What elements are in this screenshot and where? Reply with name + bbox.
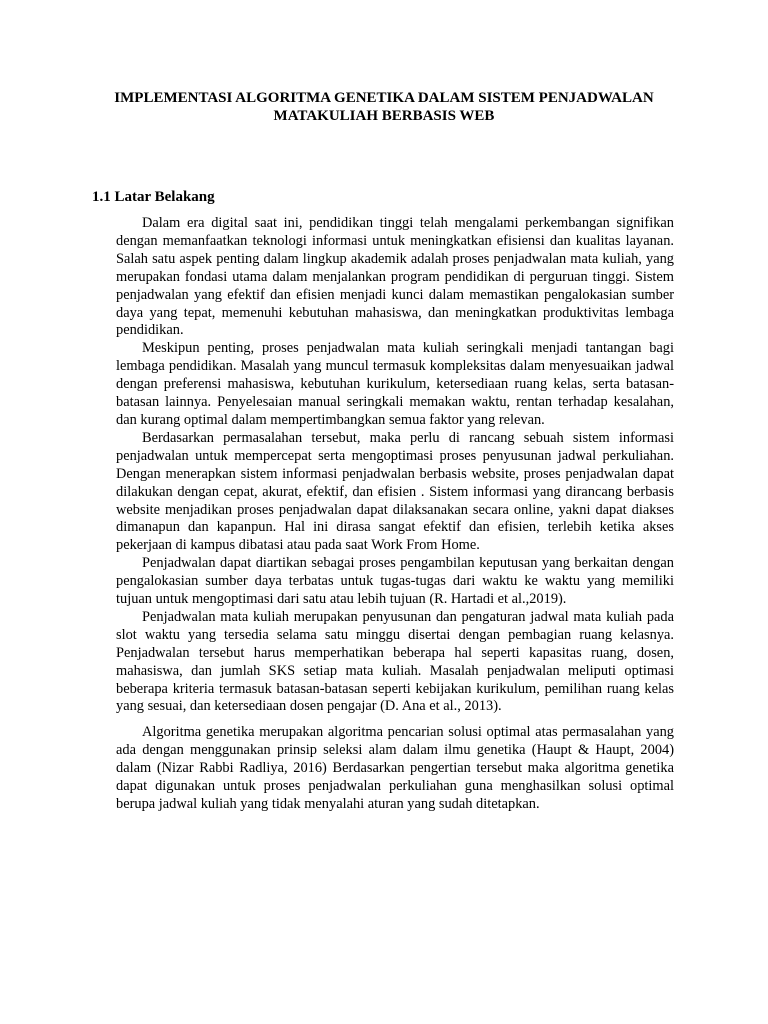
- section-heading: 1.1 Latar Belakang: [92, 189, 215, 205]
- paragraph-3: Berdasarkan permasalahan tersebut, maka perlu di rancang sebuah sistem informasi penjadwalan untuk mempercepat serta mengoptimasi proses penyusunan jadwal perkuliahan. Dengan menerapkan sistem informasi penjadwalan berbasis website, proses penjadwalan dapat dilakukan dengan cepat, akurat, efektif, dan efisien . Sistem informasi yang dirancang berbasis website menjadikan proses penjadwalan dapat dilaksanakan secara online, yakni dapat diakses dimanapun dan kapanpun. Hal ini dirasa sangat efektif dan efisien, terlebih ketika akses pekerjaan di kampus dibatasi atau pada saat Work From Home.: [116, 429, 674, 554]
- title-line-2: MATAKULIAH BERBASIS WEB: [273, 108, 495, 124]
- paragraph-1: Dalam era digital saat ini, pendidikan tinggi telah mengalami perkembangan signifikan dengan memanfaatkan teknologi informasi untuk meningkatkan efisiensi dan kualitas layanan. Salah satu aspek penting dalam lingkup akademik adalah proses penjadwalan mata kuliah, yang merupakan fondasi utama dalam menjalankan program pendidikan di perguruan tinggi. Sistem penjadwalan yang efektif dan efisien menjadi kunci dalam memastikan pengalokasian sumber daya yang tepat, memenuhi kebutuhan mahasiswa, dan meningkatkan produktivitas lembaga pendidikan.: [116, 215, 674, 339]
- body-text: [116, 215, 674, 814]
- paragraph-6: Algoritma genetika merupakan algoritma pencarian solusi optimal atas permasalahan yang ada dengan menggunakan prinsip seleksi alam dalam ilmu genetika (Haupt & Haupt, 2004) dalam (Nizar Rabbi Radliya, 2016) Berdasarkan pengertian tersebut maka algoritma genetika dapat digunakan untuk proses penjadwalan perkuliahan guna menghasilkan solusi optimal berupa jadwal kuliah yang tidak menyalahi aturan yang sudah ditetapkan.: [116, 724, 674, 812]
- title-line-1: IMPLEMENTASI ALGORITMA GENETIKA DALAM SISTEM PENJADWALAN: [114, 90, 654, 106]
- paragraph-2: Meskipun penting, proses penjadwalan mata kuliah seringkali menjadi tantangan bagi lembaga pendidikan. Masalah yang muncul termasuk kompleksitas dalam menyesuaikan jadwal dengan preferensi mahasiswa, kebutuhan kurikulum, ketersediaan ruang kelas, serta batasan-batasan lainnya. Penyelesaian manual seringkali memakan waktu, rentan terhadap kesalahan, dan kurang optimal dalam mempertimbangkan semua faktor yang relevan.: [116, 340, 674, 428]
- document-title: [80, 89, 688, 125]
- paragraph-4: Penjadwalan dapat diartikan sebagai proses pengambilan keputusan yang berkaitan dengan pengalokasian sumber daya terbatas untuk tugas-tugas dari waktu ke waktu yang memiliki tujuan untuk mengoptimasi dari satu atau lebih tujuan (R. Hartadi et al.,2019).: [116, 555, 674, 608]
- paragraph-5: Penjadwalan mata kuliah merupakan penyusunan dan pengaturan jadwal mata kuliah pada slot waktu yang tersedia selama satu minggu disertai dengan pembagian ruang kelasnya. Penjadwalan tersebut harus memperhatikan beberapa hal seperti kapasitas ruang, dosen, mahasiswa, dan jumlah SKS setiap mata kuliah. Masalah penjadwalan meliputi optimasi beberapa kriteria termasuk batasan-batasan seperti kebijakan kurikulum, pemilihan ruang kelas yang sesuai, dan ketersediaan dosen pengajar (D. Ana et al., 2013).: [116, 608, 674, 715]
